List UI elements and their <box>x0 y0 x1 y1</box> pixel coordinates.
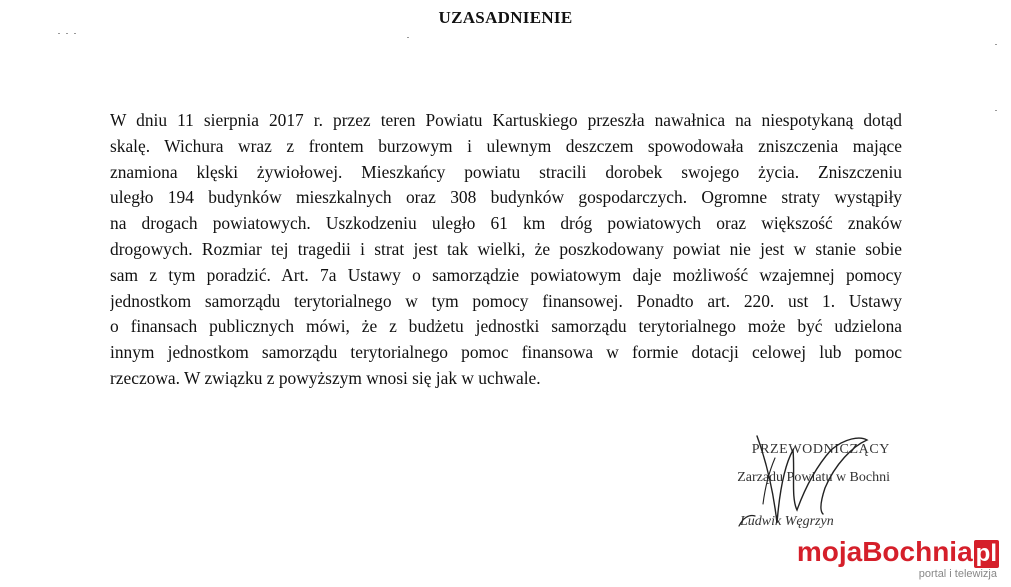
logo-suffix-badge: pl <box>975 540 997 567</box>
body-line: znamiona klęski żywiołowej. Mieszkańcy powiatu stracili dorobek swojego życia. Zniszczeniu <box>110 161 902 182</box>
signatory-organization: Zarządu Powiatu w Bochni <box>737 470 890 485</box>
body-line: jednostkom samorządu terytorialnego w tym pomocy finansowej. Ponadto art. 220. ust 1. Ustawy <box>110 290 902 311</box>
logo-prefix: moja <box>796 536 863 567</box>
body-line: innym jednostkom samorządu terytorialnego pomoc finansowa w formie dotacji celowej lub pomoc <box>110 342 902 363</box>
scan-speck <box>66 33 68 34</box>
body-line: sam z tym poradzić. Art. 7a Ustawy o samorządzie powiatowym daje możliwość wzajemnej pomocy <box>110 264 902 285</box>
scan-speck <box>995 44 997 45</box>
handwritten-signature <box>735 428 885 538</box>
scan-speck <box>407 37 409 38</box>
scan-speck <box>74 33 76 34</box>
signatory-title: PRZEWODNICZĄCY <box>751 442 890 457</box>
logo-brand: Bochnia <box>862 536 973 567</box>
body-line: drogowych. Rozmiar tej tragedii i strat jest tak wielki, że poszkodowany powiat nie jest w stanie sobie <box>110 238 902 259</box>
logo-tagline: portal i telewizja <box>918 568 997 580</box>
document-heading: UZASADNIENIE <box>438 8 573 27</box>
scan-speck <box>58 33 60 34</box>
site-watermark-logo <box>790 536 1005 584</box>
document-body <box>110 108 902 392</box>
scan-speck <box>995 110 997 111</box>
body-line: skalę. Wichura wraz z frontem burzowym i ulewnym deszczem spowodowała zniszczenia mające <box>110 135 902 156</box>
logo-wordmark <box>797 536 999 568</box>
body-line: na drogach powiatowych. Uszkodzeniu uległo 61 km dróg powiatowych oraz większość znaków <box>110 213 902 234</box>
body-line: uległo 194 budynków mieszkalnych oraz 308 budynków gospodarczych. Ogromne straty wystąpiły <box>110 187 902 208</box>
signatory-name: Ludwik Węgrzyn <box>740 514 834 529</box>
body-line: o finansach publicznych mówi, że z budżetu jednostki samorządu terytorialnego może być udzielona <box>110 316 902 337</box>
body-line: W dniu 11 sierpnia 2017 r. przez teren Powiatu Kartuskiego przeszła nawałnica na niespotykaną dotąd <box>110 110 902 130</box>
body-line: rzeczowa. W związku z powyższym wnosi się jak w uchwale. <box>110 367 541 388</box>
